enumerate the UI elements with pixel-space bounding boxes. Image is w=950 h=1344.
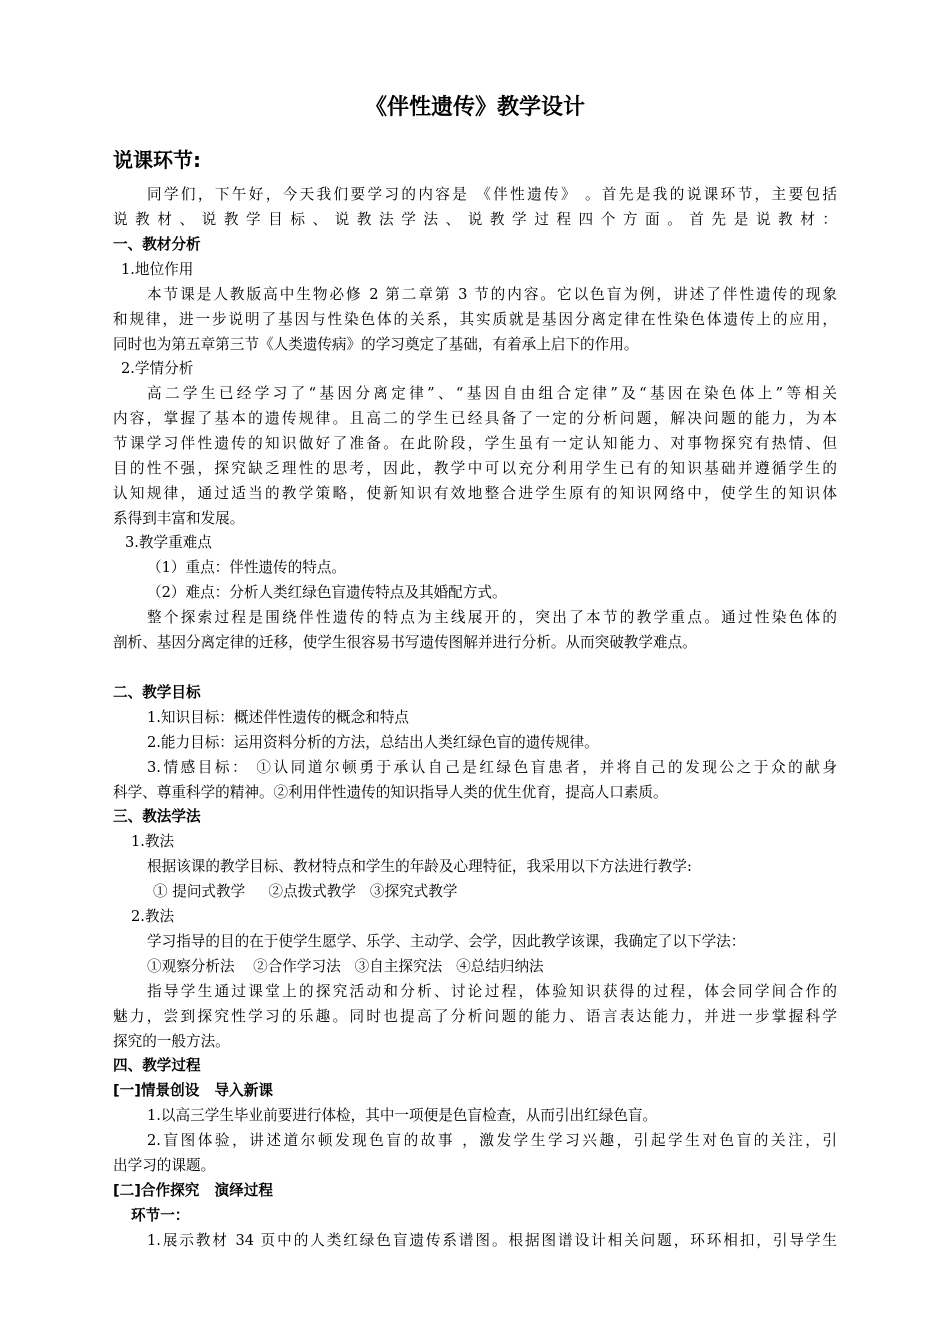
- paragraph-line: 探究的一般方法。: [113, 1033, 230, 1050]
- paragraph-line: 说教材、说教学目标、说教法学法、说教学过程四个方面。首先是说教材：: [113, 211, 837, 228]
- paragraph-line: 同学们，下午好，今天我们要学习的内容是 《伴性遗传》 。首先是我的说课环节，主要包括: [147, 186, 837, 203]
- paragraph-line: 根据该课的教学目标、教材特点和学生的年龄及心理特征，我采用以下方法进行教学:: [147, 858, 692, 875]
- paragraph-line: 同时也为第五章第三节《人类遗传病》的学习奠定了基础，有着承上启下的作用。: [113, 336, 639, 353]
- subheading: 1.教法: [131, 833, 175, 850]
- list-item: （2）难点：分析人类红绿色盲遗传特点及其婚配方式。: [147, 584, 507, 601]
- step-heading: [二]合作探究 演绎过程: [113, 1182, 273, 1199]
- section-heading-1: 一、教材分析: [113, 236, 201, 253]
- paragraph-line: 内容，掌握了基本的遗传规律。且高二的学生已经具备了一定的分析问题，解决问题的能力，为本: [113, 410, 837, 427]
- paragraph-line: 系得到丰富和发展。: [113, 510, 245, 527]
- method-list: ①观察分析法 ②合作学习法 ③自主探究法 ④总结归纳法: [147, 958, 544, 975]
- paragraph-line: 高二学生已经学习了“基因分离定律”、“基因自由组合定律”及“基因在染色体上”等相关: [147, 385, 837, 402]
- paragraph-line: 科学、尊重科学的精神。②利用伴性遗传的知识指导人类的优生优育，提高人口素质。: [113, 784, 668, 801]
- paragraph-line: 学习指导的目的在于使学生愿学、乐学、主动学、会学，因此教学该课，我确定了以下学法：: [147, 933, 746, 950]
- paragraph-line: 出学习的课题。: [113, 1157, 216, 1174]
- paragraph-line: 节课学习伴性遗传的知识做好了准备。在此阶段，学生虽有一定认知能力、对事物探究有热情、但: [113, 435, 837, 452]
- list-item: 1.知识目标：概述伴性遗传的概念和特点: [147, 709, 410, 726]
- list-item: 3.情感目标： ①认同道尔顿勇于承认自己是红绿色盲患者，并将自己的发现公之于众的献身: [147, 759, 837, 776]
- subheading: 1.地位作用: [121, 261, 194, 278]
- paragraph-line: 和规律，进一步说明了基因与性染色体的关系，其实质就是基因分离定律在性染色体遗传上的应用，: [113, 311, 837, 328]
- paragraph-line: 整个探索过程是围绕伴性遗传的特点为主线展开的，突出了本节的教学重点。通过性染色体的: [147, 609, 837, 626]
- document-title: 《伴性遗传》教学设计: [364, 95, 585, 120]
- subheading: 2.教法: [131, 908, 175, 925]
- paragraph-line: 指导学生通过课堂上的探究活动和分析、讨论过程，体验知识获得的过程，体会同学间合作的: [147, 983, 837, 1000]
- list-item: 2.盲图体验，讲述道尔顿发现色盲的故事 ，激发学生学习兴趣，引起学生对色盲的关注，引: [147, 1132, 837, 1149]
- step-heading: [一]情景创设 导入新课: [113, 1082, 273, 1099]
- paragraph-line: 魅力，尝到探究性学习的乐趣。同时也提高了分析问题的能力、语言表达能力，并进一步掌握科学: [113, 1008, 837, 1025]
- list-item: （1）重点：伴性遗传的特点。: [147, 559, 347, 576]
- section-heading-4: 四、教学过程: [113, 1057, 201, 1074]
- section-heading-2: 二、教学目标: [113, 684, 201, 701]
- section-heading: 说课环节:: [113, 148, 201, 172]
- paragraph-line: 认知规律，通过适当的教学策略，使新知识有效地整合进学生原有的知识网络中，使学生的知识体: [113, 485, 837, 502]
- subheading: 2.学情分析: [121, 360, 194, 377]
- list-item: 1.展示教材 34 页中的人类红绿色盲遗传系谱图。根据图谱设计相关问题，环环相扣，引导学生: [147, 1232, 837, 1249]
- paragraph-line: 剖析、基因分离定律的迁移，使学生很容易书写遗传图解并进行分析。从而突破教学难点。: [113, 634, 697, 651]
- paragraph-line: 本节课是人教版高中生物必修 2 第二章第 3 节的内容。它以色盲为例，讲述了伴性遗传的现象: [147, 286, 837, 303]
- section-heading-3: 三、教法学法: [113, 808, 201, 825]
- method-list: ① 提问式教学 ②点拨式教学 ③探究式教学: [153, 883, 458, 900]
- subheading: 3.教学重难点: [125, 534, 212, 551]
- list-item: 2.能力目标：运用资料分析的方法，总结出人类红绿色盲的遗传规律。: [147, 734, 599, 751]
- paragraph-line: 目的性不强，探究缺乏理性的思考，因此，教学中可以充分利用学生已有的知识基础并遵循学生的: [113, 460, 837, 477]
- step-subheading: 环节一：: [131, 1207, 190, 1224]
- list-item: 1.以高三学生毕业前要进行体检，其中一项便是色盲检查，从而引出红绿色盲。: [147, 1107, 658, 1124]
